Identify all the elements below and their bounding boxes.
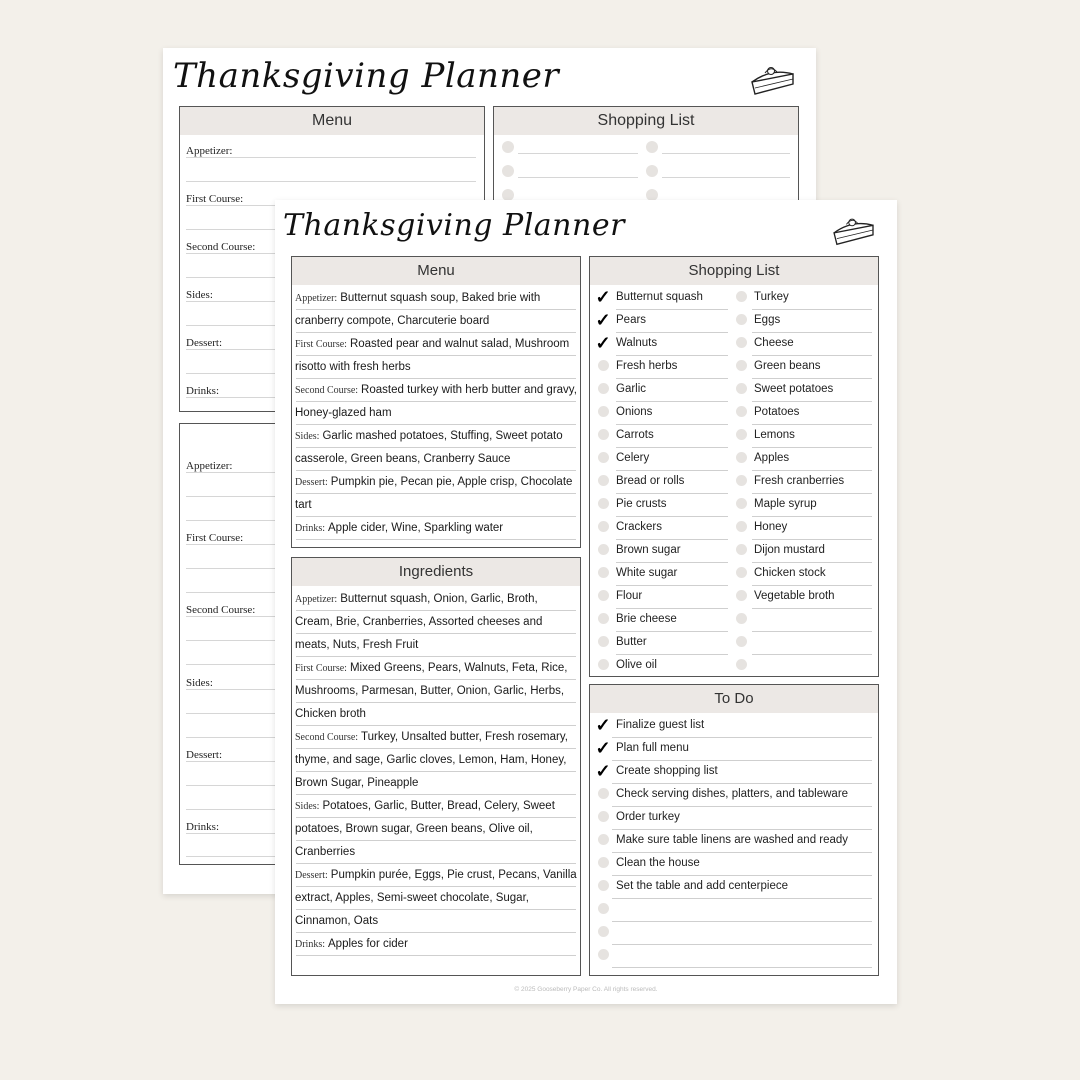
todo-heading: To Do (590, 685, 878, 713)
shopping-item[interactable] (732, 584, 878, 607)
entry-label: Drinks: (295, 939, 325, 950)
empty-circle-icon[interactable] (732, 541, 750, 559)
item-text: Flour (616, 589, 643, 602)
todo-item[interactable] (594, 713, 872, 736)
writing-line[interactable] (518, 153, 638, 154)
empty-circle-icon[interactable] (594, 472, 612, 490)
writing-line[interactable] (662, 177, 790, 178)
pie-slice-icon (831, 212, 877, 250)
empty-circle-icon[interactable] (594, 564, 612, 582)
menu-heading: Menu (180, 107, 484, 135)
entry-label: Drinks: (295, 523, 325, 534)
checkmark-icon[interactable]: ✓ (595, 760, 611, 781)
shopping-item[interactable] (594, 653, 734, 676)
shopping-item[interactable] (594, 561, 734, 584)
entry-text: Roasted pear and walnut salad, Mushroom risotto with fresh herbs (295, 338, 570, 373)
item-text: Brie cheese (616, 612, 677, 625)
entry-label: Dessert: (295, 870, 328, 881)
item-text: Maple syrup (754, 497, 817, 510)
empty-circle-icon[interactable] (594, 518, 612, 536)
shopping-list-heading: Shopping List (590, 257, 878, 285)
empty-circle-icon[interactable] (594, 808, 612, 826)
shopping-item[interactable] (732, 331, 878, 354)
empty-circle-icon[interactable] (594, 831, 612, 849)
empty-circle-icon[interactable] (732, 380, 750, 398)
item-text: White sugar (616, 566, 678, 579)
item-text: Potatoes (754, 405, 800, 418)
item-text: Fresh cranberries (754, 474, 845, 487)
shopping-item[interactable] (594, 285, 734, 308)
checkmark-icon[interactable]: ✓ (595, 332, 611, 353)
item-text: Olive oil (616, 658, 657, 671)
entry-text: Pumpkin pie, Pecan pie, Apple crisp, Chocolate tart (295, 476, 573, 511)
empty-circle-icon[interactable] (594, 854, 612, 872)
todo-list (594, 713, 872, 966)
shopping-item[interactable] (594, 354, 734, 377)
shopping-item[interactable] (732, 561, 878, 584)
todo-item[interactable] (594, 759, 872, 782)
writing-line[interactable] (518, 177, 638, 178)
ingredients-entry-sides[interactable] (295, 795, 577, 864)
copyright-footer: © 2025 Gooseberry Paper Co. All rights reserved. (514, 986, 658, 993)
todo-item[interactable] (594, 920, 872, 943)
empty-circle-icon[interactable] (732, 288, 750, 306)
entry-label: Dessert: (295, 477, 328, 488)
entry-text: Roasted turkey with herb butter and gravy, Honey-glazed ham (295, 384, 577, 419)
todo-item[interactable] (594, 828, 872, 851)
empty-circle-icon[interactable] (732, 311, 750, 329)
empty-circle-icon[interactable] (594, 633, 612, 651)
item-text: Walnuts (616, 336, 658, 349)
menu-panel (291, 256, 581, 548)
menu-entry-appetizer[interactable] (295, 287, 577, 333)
empty-circle-icon[interactable] (732, 495, 750, 513)
item-text: Vegetable broth (754, 589, 835, 602)
empty-circle-icon[interactable] (594, 877, 612, 895)
entry-text: Apples for cider (328, 938, 408, 950)
empty-circle-icon[interactable] (646, 165, 658, 177)
ingredients-heading: Ingredients (292, 558, 580, 586)
shopping-item[interactable] (594, 607, 734, 630)
item-text: Check serving dishes, platters, and tableware (616, 787, 849, 800)
item-text: Bread or rolls (616, 474, 685, 487)
shopping-item[interactable] (732, 653, 878, 676)
shopping-column-1 (594, 285, 734, 676)
item-text: Create shopping list (616, 764, 718, 777)
shopping-item[interactable] (594, 377, 734, 400)
entry-text: Apple cider, Wine, Sparkling water (328, 522, 504, 534)
ingredients-entry-first-course[interactable] (295, 657, 577, 726)
empty-circle-icon[interactable] (594, 426, 612, 444)
appetizer-label: Appetizer: (186, 460, 233, 472)
first-course-label: First Course: (186, 532, 244, 544)
empty-circle-icon[interactable] (594, 495, 612, 513)
item-text: Celery (616, 451, 650, 464)
empty-circle-icon[interactable] (732, 564, 750, 582)
item-text: Sweet potatoes (754, 382, 834, 395)
writing-line[interactable] (186, 157, 476, 158)
todo-item[interactable] (594, 736, 872, 759)
item-text: Chicken stock (754, 566, 826, 579)
shopping-item[interactable] (594, 538, 734, 561)
todo-item[interactable] (594, 943, 872, 966)
entry-label: Sides: (295, 801, 320, 812)
item-text: Pie crusts (616, 497, 667, 510)
entry-label: Sides: (295, 431, 320, 442)
entry-label: Second Course: (295, 385, 359, 396)
ingredients-entry-second-course[interactable] (295, 726, 577, 795)
menu-entry-dessert[interactable] (295, 471, 577, 517)
shopping-item[interactable] (732, 515, 878, 538)
empty-circle-icon[interactable] (732, 472, 750, 490)
menu-entry-sides[interactable] (295, 425, 577, 471)
entry-label: Appetizer: (295, 594, 338, 605)
item-text: Brown sugar (616, 543, 681, 556)
pie-slice-icon (749, 60, 797, 100)
shopping-item[interactable] (594, 469, 734, 492)
empty-circle-icon[interactable] (732, 449, 750, 467)
shopping-item[interactable] (594, 492, 734, 515)
first-course-label: First Course: (186, 193, 244, 205)
ingredients-entry-drinks[interactable] (295, 933, 577, 956)
empty-circle-icon[interactable] (502, 141, 514, 153)
appetizer-label: Appetizer: (186, 145, 233, 157)
shopping-item[interactable] (594, 308, 734, 331)
shopping-item[interactable] (732, 446, 878, 469)
empty-circle-icon[interactable] (732, 633, 750, 651)
empty-circle-icon[interactable] (732, 610, 750, 628)
entry-text: Garlic mashed potatoes, Stuffing, Sweet potato casserole, Green beans, Cranberry Sauce (295, 430, 563, 465)
empty-circle-icon[interactable] (594, 587, 612, 605)
entry-text: Pumpkin purée, Eggs, Pie crust, Pecans, Vanilla extract, Apples, Semi-sweet chocolate, Sugar, Cinnamon, Oats (295, 869, 577, 927)
ingredients-entry-appetizer[interactable] (295, 588, 577, 657)
entry-text: Butternut squash, Onion, Garlic, Broth, Cream, Brie, Cranberries, Assorted cheeses and meats, Nuts, Fresh Fruit (295, 593, 543, 651)
writing-line[interactable] (662, 153, 790, 154)
empty-circle-icon[interactable] (594, 946, 612, 964)
shopping-item[interactable] (594, 630, 734, 653)
checkmark-icon[interactable]: ✓ (595, 714, 611, 735)
empty-circle-icon[interactable] (594, 656, 612, 674)
entry-text: Butternut squash soup, Baked brie with cranberry compote, Charcuterie board (295, 292, 541, 327)
item-text: Set the table and add centerpiece (616, 879, 788, 892)
sides-label: Sides: (186, 289, 213, 301)
ingredient-entries (295, 588, 577, 956)
item-text: Onions (616, 405, 653, 418)
shopping-item[interactable] (732, 469, 878, 492)
entry-label: First Course: (295, 663, 347, 674)
item-text: Fresh herbs (616, 359, 678, 372)
shopping-list-panel (589, 256, 879, 677)
shopping-item[interactable] (594, 423, 734, 446)
entry-label: First Course: (295, 339, 347, 350)
shopping-item[interactable] (732, 538, 878, 561)
dessert-label: Dessert: (186, 337, 223, 349)
item-text: Garlic (616, 382, 647, 395)
shopping-column-2 (732, 285, 878, 676)
shopping-list-heading: Shopping List (494, 107, 798, 135)
entry-text: Potatoes, Garlic, Butter, Bread, Celery, Sweet potatoes, Brown sugar, Green beans, Olive oil, Cranberries (295, 800, 555, 858)
writing-line[interactable] (186, 181, 476, 182)
empty-circle-icon[interactable] (594, 610, 612, 628)
empty-circle-icon[interactable] (594, 541, 612, 559)
menu-entry-second-course[interactable] (295, 379, 577, 425)
front-planner-sheet (275, 200, 897, 1004)
todo-item[interactable] (594, 851, 872, 874)
empty-circle-icon[interactable] (594, 923, 612, 941)
item-text: Crackers (616, 520, 663, 533)
item-text: Green beans (754, 359, 821, 372)
empty-circle-icon[interactable] (732, 334, 750, 352)
shopping-item[interactable] (594, 446, 734, 469)
item-text: Turkey (754, 290, 789, 303)
entry-label: Appetizer: (295, 293, 338, 304)
shopping-item[interactable] (732, 423, 878, 446)
shopping-item[interactable] (594, 400, 734, 423)
item-text: Plan full menu (616, 741, 689, 754)
shopping-item[interactable] (732, 308, 878, 331)
checkmark-icon[interactable]: ✓ (595, 309, 611, 330)
shopping-item[interactable] (594, 331, 734, 354)
item-text: Pears (616, 313, 647, 326)
sides-label: Sides: (186, 677, 213, 689)
shopping-item[interactable] (594, 515, 734, 538)
menu-entries (295, 287, 577, 540)
item-text: Finalize guest list (616, 718, 705, 731)
item-text: Lemons (754, 428, 795, 441)
item-text: Carrots (616, 428, 654, 441)
todo-item[interactable] (594, 874, 872, 897)
shopping-item[interactable] (594, 584, 734, 607)
item-text: Clean the house (616, 856, 700, 869)
drinks-label: Drinks: (186, 821, 219, 833)
page-title: Thanksgiving Planner (173, 56, 560, 96)
shopping-item[interactable] (732, 285, 878, 308)
second-course-label: Second Course: (186, 241, 256, 253)
shopping-item[interactable] (732, 492, 878, 515)
item-text: Butter (616, 635, 647, 648)
item-text: Make sure table linens are washed and ready (616, 833, 849, 846)
checkmark-icon[interactable]: ✓ (595, 286, 611, 307)
drinks-label: Drinks: (186, 385, 219, 397)
item-text: Order turkey (616, 810, 680, 823)
menu-heading: Menu (292, 257, 580, 285)
item-text: Butternut squash (616, 290, 703, 303)
todo-item[interactable] (594, 782, 872, 805)
empty-circle-icon[interactable] (502, 165, 514, 177)
ingredients-entry-dessert[interactable] (295, 864, 577, 933)
empty-circle-icon[interactable] (732, 403, 750, 421)
entry-text: Turkey, Unsalted butter, Fresh rosemary, thyme, and sage, Garlic cloves, Lemon, Ham, Honey, Brown Sugar, Pineapple (295, 731, 568, 789)
empty-circle-icon[interactable] (732, 426, 750, 444)
empty-circle-icon[interactable] (594, 380, 612, 398)
empty-circle-icon[interactable] (732, 518, 750, 536)
empty-circle-icon[interactable] (646, 141, 658, 153)
item-text: Apples (754, 451, 790, 464)
entry-text: Mixed Greens, Pears, Walnuts, Feta, Rice, Mushrooms, Parmesan, Butter, Onion, Garlic, Herbs, Chicken broth (295, 662, 568, 720)
shopping-item[interactable] (732, 630, 878, 653)
empty-circle-icon[interactable] (594, 403, 612, 421)
menu-entry-first-course[interactable] (295, 333, 577, 379)
checkmark-icon[interactable]: ✓ (595, 737, 611, 758)
empty-circle-icon[interactable] (594, 900, 612, 918)
todo-item[interactable] (594, 897, 872, 920)
todo-panel (589, 684, 879, 976)
shopping-item[interactable] (732, 400, 878, 423)
todo-item[interactable] (594, 805, 872, 828)
empty-circle-icon[interactable] (732, 656, 750, 674)
shopping-item[interactable] (732, 377, 878, 400)
dessert-label: Dessert: (186, 749, 223, 761)
entry-label: Second Course: (295, 732, 359, 743)
shopping-item[interactable] (732, 607, 878, 630)
item-text: Eggs (754, 313, 781, 326)
item-text: Dijon mustard (754, 543, 825, 556)
menu-entry-drinks[interactable] (295, 517, 577, 540)
item-text: Cheese (754, 336, 794, 349)
page-title: Thanksgiving Planner (283, 208, 625, 243)
second-course-label: Second Course: (186, 604, 256, 616)
empty-circle-icon[interactable] (594, 785, 612, 803)
empty-circle-icon[interactable] (732, 587, 750, 605)
empty-circle-icon[interactable] (732, 357, 750, 375)
empty-circle-icon[interactable] (594, 449, 612, 467)
item-text: Honey (754, 520, 788, 533)
empty-circle-icon[interactable] (594, 357, 612, 375)
shopping-item[interactable] (732, 354, 878, 377)
ingredients-panel (291, 557, 581, 976)
